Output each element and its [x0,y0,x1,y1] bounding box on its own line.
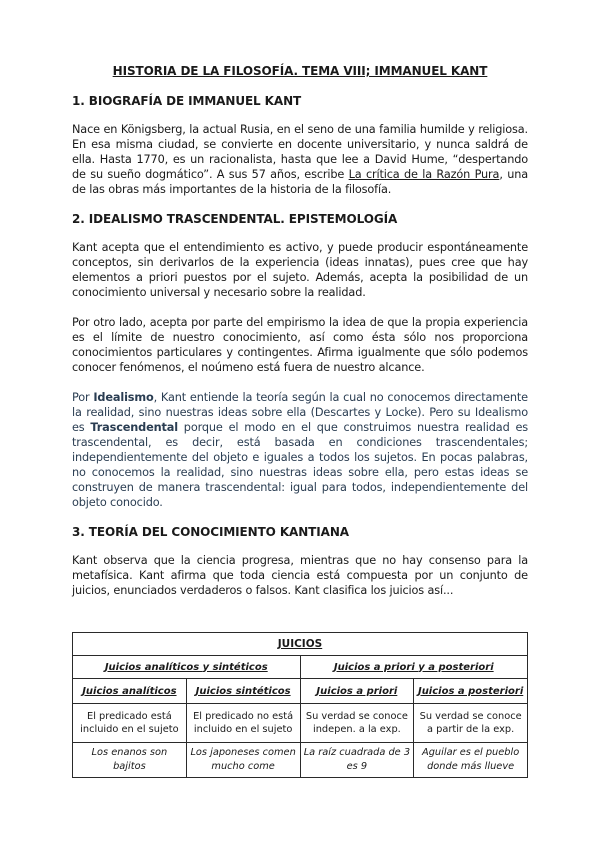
table-col-header: Juicios analíticos [73,679,187,704]
table-definition-cell: El predicado está incluido en el sujeto [73,704,187,743]
section-2-heading: 2. IDEALISMO TRASCENDENTAL. EPISTEMOLOGÍA [72,212,398,226]
term-trascendental: Trascendental [90,421,178,434]
book-title-link: La crítica de la Razón Pura [348,168,500,181]
p3-text-c: , Kant entiende la teoría según la cual no conocemos directamente la realidad, sino nuestras ideas sobre ella (Descartes y Locke). Pero su Idealismo es [72,391,528,434]
table-definition-cell: El predicado no está incluido en el sujeto [186,704,300,743]
section-1-paragraph [72,122,528,197]
table-title: JUICIOS [73,633,528,656]
bio-text-end: , una de las obras más importantes de la historia de la filosofía. [72,168,528,196]
table-example-cell: La raíz cuadrada de 3 es 9 [300,743,414,778]
table-group-apriori-aposteriori: Juicios a priori y a posteriori [300,656,528,679]
juicios-table [72,632,528,778]
table-col-header: Juicios a priori [300,679,414,704]
document-title: HISTORIA DE LA FILOSOFÍA. TEMA VIII; IMMANUEL KANT [112,64,488,78]
section-3-paragraph-1: Kant observa que la ciencia progresa, mientras que no hay consenso para la metafísica. Kant afirma que toda ciencia está compuesta por un conjunto de juicios, enunciados verdaderos o falsos. Kant clasifica los juicios así... [72,554,528,597]
table-example-cell: Aguilar es el pueblo donde más llueve [414,743,528,778]
section-2-paragraph-1: Kant acepta que el entendimiento es activo, y puede producir espontáneamente conceptos, sin derivarlos de la experiencia (ideas innatas), pues cree que hay elementos a priori puestos por el sujeto. Además, acepta la posibilidad de un conocimiento universal y necesario sobre la realidad. [72,241,528,299]
table-definition-cell: Su verdad se conoce indepen. a la exp. [300,704,414,743]
bio-text-start: Nace en Königsberg, la actual Rusia, en el seno de una familia humilde y religiosa. En esa misma ciudad, se convierte en docente universitario, y nunca saldrá de ella. Hasta 1770, es un racionalista, hasta que lee a David Hume, “despertando de su sueño dogmático”. A sus 57 años, escribe [72,123,528,181]
section-1-heading: 1. BIOGRAFÍA DE IMMANUEL KANT [72,94,302,108]
section-2-paragraph-2: Por otro lado, acepta por parte del empirismo la idea de que la propia experiencia es el límite de nuestro conocimiento, así como ésta sólo nos proporciona conocimientos particulares y contingentes. Afirma igualmente que sólo podemos conocer fenómenos, el noúmeno está fuera de nuestro alcance. [72,316,528,374]
table-col-header: Juicios sintéticos [186,679,300,704]
section-3-heading: 3. TEORÍA DEL CONOCIMIENTO KANTIANA [72,525,349,539]
table-example-cell: Los japoneses comen mucho come [186,743,300,778]
table-example-cell: Los enanos son bajitos [73,743,187,778]
document-page [72,64,528,613]
table-group-analytic-synthetic: Juicios analíticos y sintéticos [73,656,301,679]
p3-text-d: porque el modo en el que construimos nuestra realidad es trascendental, es decir, está basada en condiciones trascendentales; independientemente del objeto e iguales a todos los sujetos. En pocas palabras, no conocemos la realidad, sino nuestras ideas sobre ella, pero estas ideas se construyen de manera trascendental: igual para todos, independientemente del objeto conocido. [72,421,528,509]
table-col-header: Juicios a posteriori [414,679,528,704]
term-idealismo: Idealismo [93,391,154,404]
p3-text-a: Por [72,391,94,404]
table-definition-cell: Su verdad se conoce a partir de la exp. [414,704,528,743]
section-2-paragraph-3 [72,390,528,510]
